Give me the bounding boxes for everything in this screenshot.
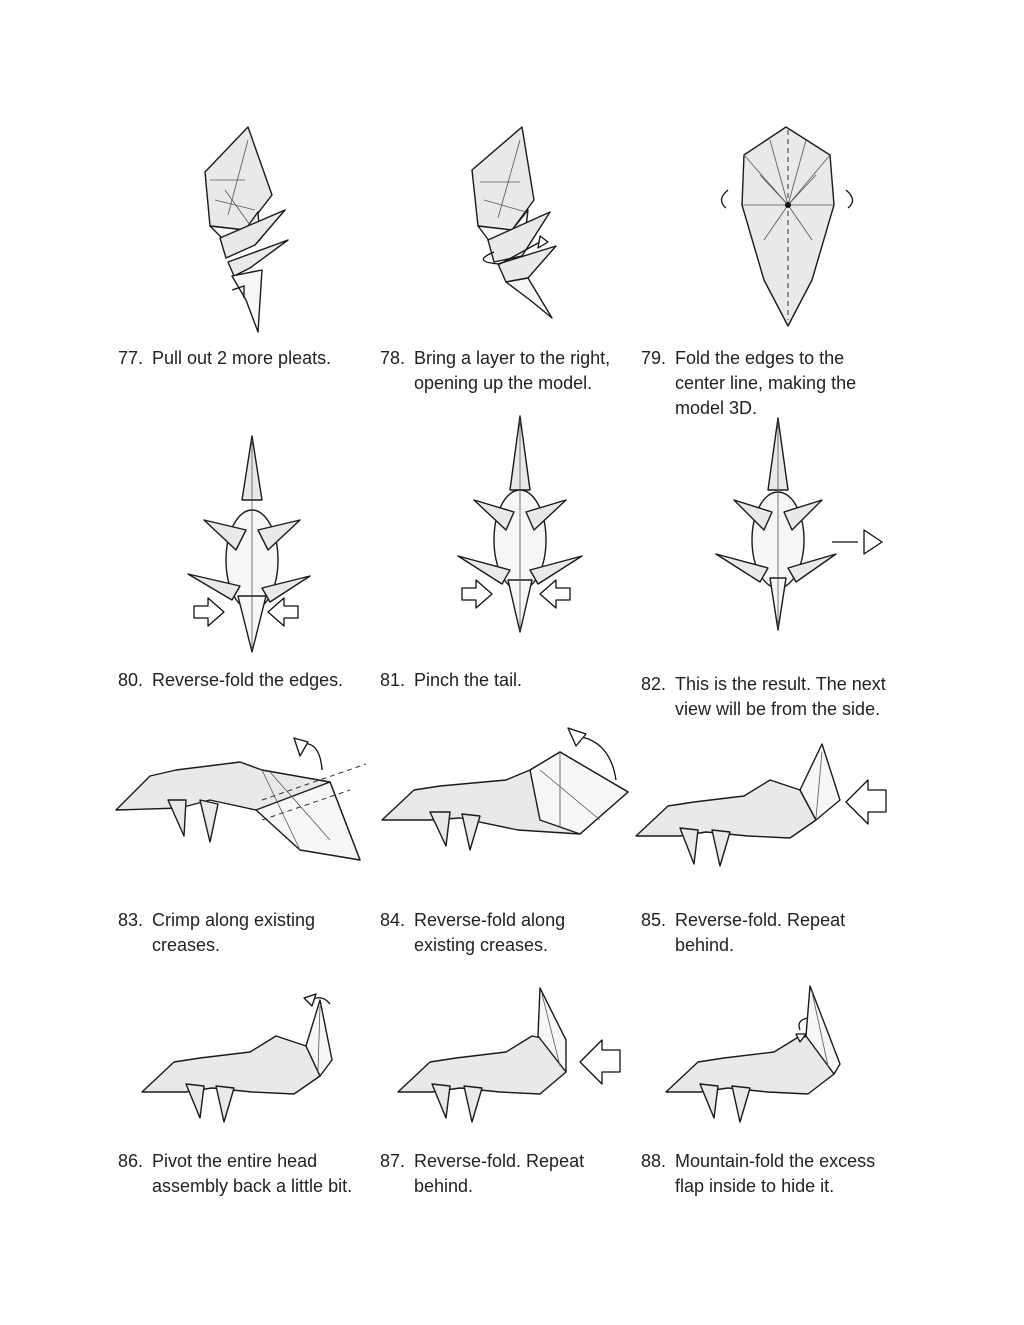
step-number: 86. [118,1151,144,1171]
step-instruction: behind. [675,935,735,955]
step-number: 80. [118,670,144,690]
step-instruction: Reverse-fold. Repeat [414,1151,585,1171]
step-instruction: This is the result. The next [675,674,886,694]
step-instruction: Bring a layer to the right, [414,348,611,368]
step-instruction: creases. [152,935,221,955]
step-instruction: Pinch the tail. [414,670,523,690]
step-number: 79. [641,348,667,368]
step-instruction: existing creases. [414,935,549,955]
step-instruction: Pull out 2 more pleats. [152,348,332,368]
push-arrow-icon [580,1040,620,1084]
step-number: 85. [641,910,667,930]
step-number: 88. [641,1151,667,1171]
step-number: 87. [380,1151,406,1171]
step-instruction: assembly back a little bit. [152,1176,353,1196]
step-instruction: Pivot the entire head [152,1151,318,1171]
step-instruction: Crimp along existing [152,910,316,930]
step-instruction: behind. [414,1176,474,1196]
step-instruction: Fold the edges to the [675,348,845,368]
step-number: 78. [380,348,406,368]
step-instruction: center line, making the [675,373,857,393]
step-instruction: flap inside to hide it. [675,1176,835,1196]
origami-side-view-icon [0,0,1,1]
step-instruction: opening up the model. [414,373,593,393]
step-number: 81. [380,670,406,690]
step-instruction: Reverse-fold along [414,910,566,930]
step-number: 84. [380,910,406,930]
step-instruction: Mountain-fold the excess [675,1151,876,1171]
step-instruction: Reverse-fold. Repeat [675,910,846,930]
step-number: 77. [118,348,144,368]
step-instruction: Reverse-fold the edges. [152,670,344,690]
step-instruction: model 3D. [675,398,758,418]
step-number: 82. [641,674,667,694]
step-number: 83. [118,910,144,930]
view-eye-icon [864,530,882,554]
push-arrow-icon [846,780,886,824]
step-instruction: view will be from the side. [675,699,881,719]
